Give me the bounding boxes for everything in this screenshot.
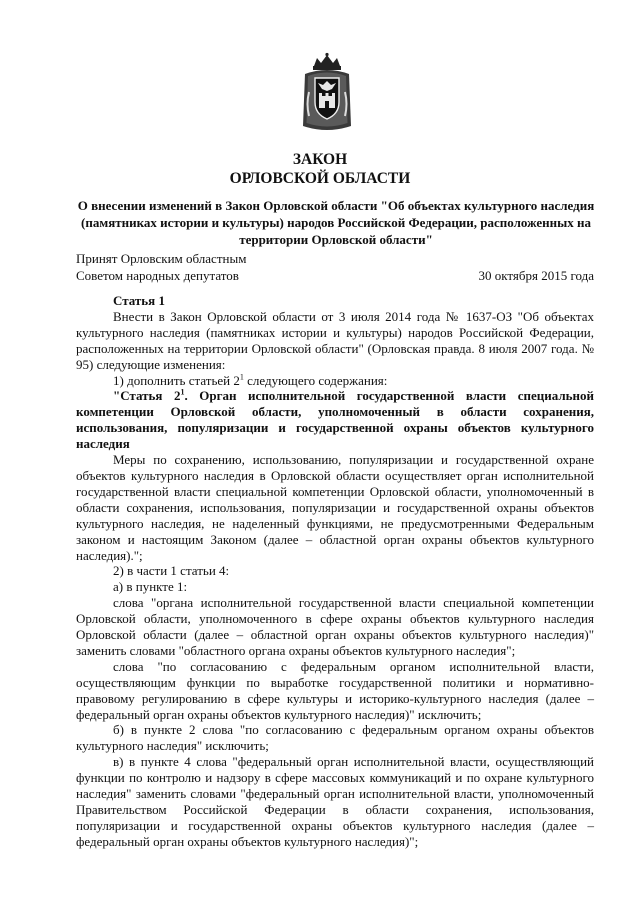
- intro-paragraph: Внести в Закон Орловской области от 3 июля 2014 года № 1637-ОЗ "Об объектах культурного наследия (памятниках истории и культуры) народов Российской Федерации, расположенных на территории Орловской области" (Орловская правда. 8 июля 2007 года. № 95) следующие изменения:: [76, 308, 594, 372]
- adopted-by-line2: Советом народных депутатов: [76, 268, 239, 283]
- measures-paragraph: Меры по сохранению, использованию, популяризации и государственной охране объектов культурного наследия в Орловской области осуществляет орган исполнительной государственной власти специальной компетенции Орловской области, уполномоченный в области сохранения, использования, популяризации и государственной охраны объектов культурного наследия, не наделенный функциями, не предусмотренными Федеральным законом и настоящим Законом (далее – областной орган охраны объектов культурного наследия).";: [76, 452, 594, 563]
- article-heading: Статья 1: [113, 293, 165, 308]
- item-2c: в) в пункте 4 слова "федеральный орган исполнительной власти, осуществляющий функции по контролю и надзору в сфере массовых коммуникаций и по охране культурного наследия" заменить словами "федеральный орган исполнительной власти, уполномоченный Правительством Российской Федерации в области сохранения, использования, популяризации и государственной охраны объектов культурного наследия (далее – федеральный орган охраны объектов культурного наследия)";: [76, 754, 594, 849]
- adopted-by-line1: Принят Орловским областным: [76, 251, 247, 266]
- document-title-line2: ОРЛОВСКОЙ ОБЛАСТИ: [229, 170, 411, 187]
- item-1: [76, 373, 594, 389]
- words-paragraph-1: слова "органа исполнительной государственной власти специальной компетенции Орловской области, уполномоченного в сфере охраны объектов культурного наследия Орловской области (далее – областной орган охраны объектов культурного наследия)" заменить словами "областного органа охраны объектов культурного наследия";: [76, 595, 594, 658]
- item-1-text-end: следующего содержания:: [243, 372, 388, 388]
- coat-of-arms-icon: [300, 52, 354, 134]
- item-2a: а) в пункте 1:: [113, 579, 188, 595]
- new-article-title: "Статья 2: [113, 388, 181, 404]
- item-2: 2) в части 1 статьи 4:: [113, 563, 230, 579]
- new-article-superscript: 1: [180, 388, 185, 398]
- document-body: [76, 293, 594, 850]
- adoption-date: 30 октября 2015 года: [478, 268, 594, 283]
- new-article-heading: [76, 388, 594, 452]
- words-paragraph-2: слова "по согласованию с федеральным органом исполнительной власти, осуществляющим функции по выработке государственной политики и нормативно-правовому регулированию в сфере культуры и историко-культурного наследия (далее – федеральный орган охраны объектов культурного наследия)" исключить;: [76, 658, 594, 722]
- law-subject-heading: О внесении изменений в Закон Орловской области "Об объектах культурного наследия (памятниках истории и культуры) народов Российской Федерации, расположенных на территории Орловской области": [77, 198, 595, 247]
- item-1-superscript: 1: [239, 372, 244, 382]
- item-1-text: 1) дополнить статьей 2: [113, 372, 240, 388]
- item-2b: б) в пункте 2 слова "по согласованию с федеральным органом охраны объектов культурного наследия" исключить;: [76, 722, 594, 754]
- new-article-title-end: . Орган исполнительной государственной власти специальной компетенции Орловской области, уполномоченный в области сохранения, использования, популяризации и государственной охраны объектов культурного наследия: [76, 388, 594, 452]
- document-title-line1: ЗАКОН: [292, 151, 348, 168]
